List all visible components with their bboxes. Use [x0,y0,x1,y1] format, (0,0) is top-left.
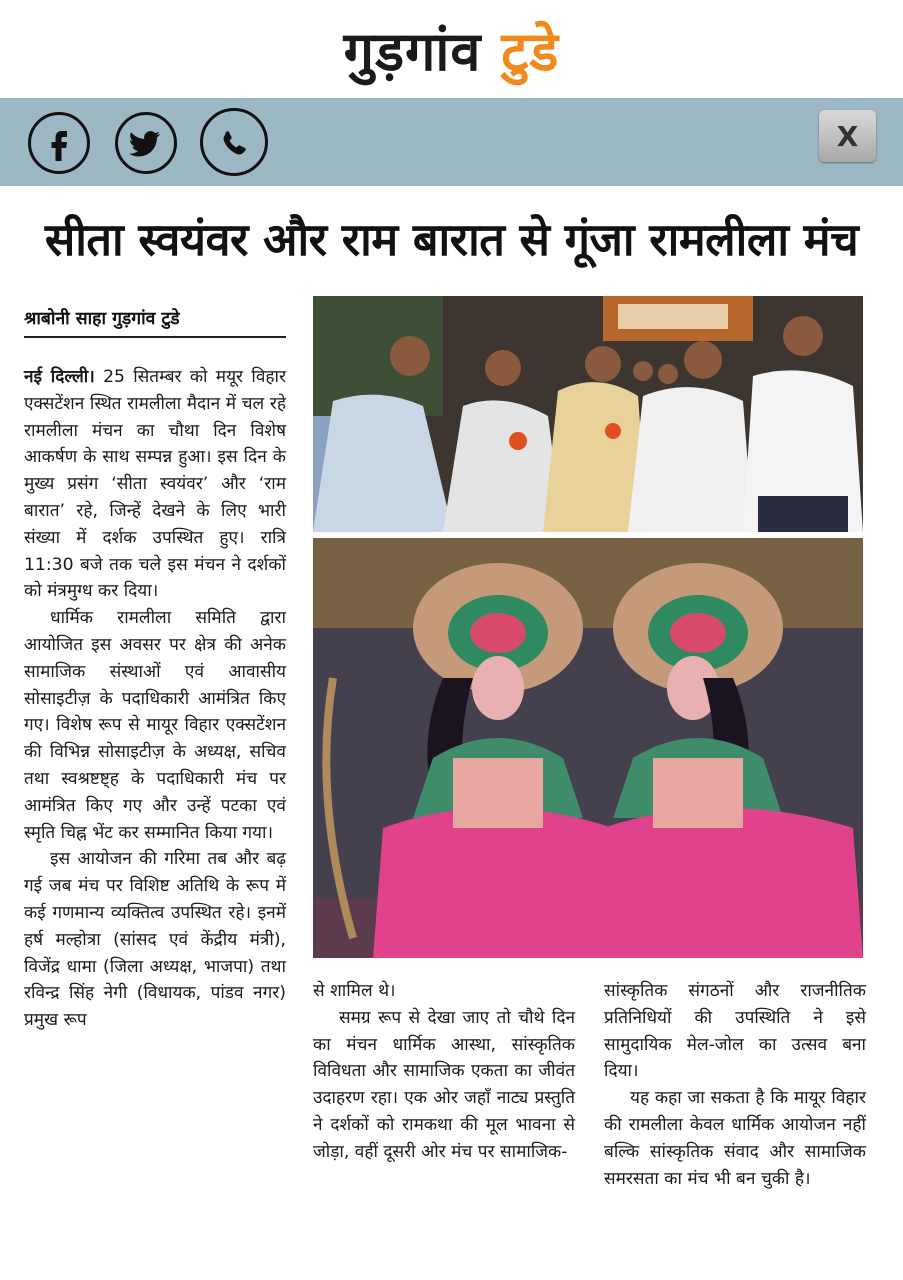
article-paragraph: से शामिल थे। [313,981,396,1001]
close-button[interactable]: X [819,110,876,162]
article-paragraph: धार्मिक रामलीला समिति द्वारा आयोजित इस अवसर पर क्षेत्र की अनेक सामाजिक संस्थाओं एवं आवासीय सोसाइटीज़ के पदाधिकारी आमंत्रित किए गए। विशेष रूप से मायूर विहार एक्सटेंशन की विभिन्न सोसाइटीज़ के अध्यक्ष, सचिव तथा स्वश्रष्टष्ट्ह के पदाधिकारी मंच पर आमंत्रित किए गए और उन्हें पटका एवं स्मृति चिह्न भेंट कर सम्मानित किया गया। [24,608,286,843]
paragraph-text: 25 सितम्बर को मयूर विहार एक्सटेंशन स्थित रामलीला मैदान में चल रहे रामलीला मंचन का चौथा दिन विशेष आकर्षण के साथ सम्पन्न हुआ। इस दिन के मुख्य प्रसंग ‘सीता स्वयंवर’ और ‘राम बारात’ रहे, जिन्हें देखने के लिए भारी संख्या में दर्शक उपस्थित हुए। रात्रि 11:30 बजे तक चले इस मंचन ने दर्शकों को मंत्रमुग्ध कर दिया। [24,367,286,602]
masthead [0,0,903,98]
facebook-share-button[interactable] [28,112,90,174]
article-paragraph: यह कहा जा सकता है कि मायूर विहार की रामलीला केवल धार्मिक आयोजन नहीं बल्कि सांस्कृतिक संवाद और सामाजिक समरसता का मंच भी बन चुकी है। [604,1088,866,1189]
brand-name-part1: गुड़गांव [343,20,482,83]
brand-name-part2: टुडे [501,20,560,83]
article-column-3 [604,978,866,1192]
article-byline: श्राबोनी साहा गुड़गांव टुडे [24,306,286,338]
performers-photo-graphic [313,538,863,958]
article-paragraph [24,364,286,605]
ram-lakshman-performers-photo [313,538,863,958]
article-column-2 [313,978,575,1166]
share-bar [0,98,903,186]
article-paragraph: इस आयोजन की गरिमा तब और बढ़ गई जब मंच पर विशिष्ट अतिथि के रूप में कई गणमान्य व्यक्तित्व उपस्थित रहे। इनमें हर्ष मल्होत्रा (सांसद एवं केंद्रीय मंत्री), विजेंद्र धामा (जिला अध्यक्ष, भाजपा) तथा रविन्द्र सिंह नेगी (विधायक, पांडव नगर) प्रमुख रूप [24,849,286,1031]
whatsapp-icon [212,120,256,164]
article-column-1 [24,364,286,1034]
twitter-share-button[interactable] [115,112,177,174]
facebook-icon [39,123,79,163]
event-guests-photo [313,296,863,532]
dateline: नई दिल्ली। [24,367,95,387]
brand-logo [0,22,903,82]
article-headline: सीता स्वयंवर और राम बारात से गूंजा रामलीला मंच [44,213,859,266]
article-paragraph: समग्र रूप से देखा जाए तो चौथे दिन का मंचन धार्मिक आस्था, सांस्कृतिक विविधता और सामाजिक एकता का जीवंत उदाहरण रहा। एक ओर जहाँ नाट्य प्रस्तुति ने दर्शकों को रामकथा की मूल भावना से जोड़ा, वहीं दूसरी ओर मंच पर सामाजिक- [313,1007,575,1162]
twitter-icon [126,123,166,163]
event-guests-photo-graphic [313,296,863,532]
whatsapp-share-button[interactable] [200,108,268,176]
article-paragraph: सांस्कृतिक संगठनों और राजनीतिक प्रतिनिधियों की उपस्थिति ने इसे सामुदायिक मेल-जोल का उत्सव बना दिया। [604,981,866,1082]
